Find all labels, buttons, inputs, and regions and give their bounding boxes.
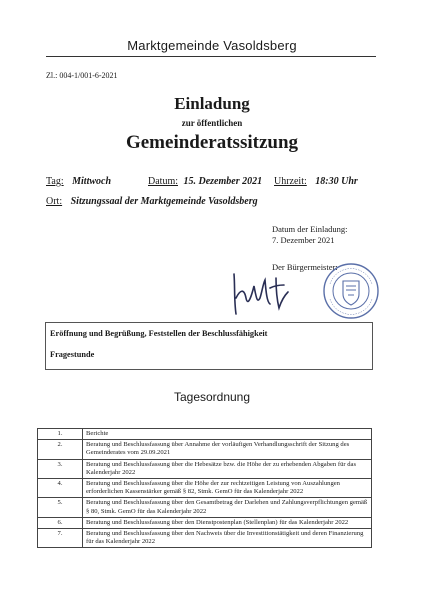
agenda-text: Beratung und Beschlussfassung über die Höhe der zur rechtzeitigen Leistung von Auszahlungen erforderlichen Kassenstärker gemäß § 82, Stmk. GemO für das Kalenderjahr 2022 [83, 479, 372, 498]
preliminary-items-box [45, 322, 373, 370]
agenda-text: Beratung und Beschlussfassung über den Nachweis über die Investitionstätigkeit und deren Finanzierung für das Kalenderjahr 2022 [83, 529, 372, 548]
agenda-number: 6. [38, 517, 83, 528]
agenda-number: 3. [38, 459, 83, 478]
mayor-signature [226, 268, 296, 318]
header-divider [46, 56, 376, 57]
time-label: Uhrzeit: [274, 176, 307, 187]
date-value: 15. Dezember 2021 [183, 176, 263, 187]
agenda-text: Beratung und Beschlussfassung über den Dienstpostenplan (Stellenplan) für das Kalenderjahr 2022 [83, 517, 372, 528]
agenda-title: Tagesordnung [173, 390, 251, 404]
agenda-number: 7. [38, 529, 83, 548]
table-row [38, 529, 372, 548]
meeting-type-title: Gemeinderatssitzung [125, 132, 299, 153]
preliminary-item-opening: Eröffnung und Begrüßung, Feststellen der Beschlussfähigkeit [50, 329, 268, 338]
agenda-number: 2. [38, 440, 83, 459]
municipality-header: Marktgemeinde Vasoldsberg [127, 38, 297, 53]
place-value: Sitzungssaal der Marktgemeinde Vasoldsberg [70, 196, 258, 207]
place-label: Ort: [46, 196, 63, 207]
reference-number: Zl.: 004-1/001-6-2021 [46, 71, 118, 80]
mayor-label: Der Bürgermeister: [272, 262, 338, 272]
meeting-time [274, 176, 358, 187]
day-value: Mittwoch [72, 176, 112, 187]
agenda-number: 1. [38, 429, 83, 440]
table-row [38, 429, 372, 440]
meeting-day [46, 176, 111, 187]
table-row [38, 440, 372, 459]
meeting-place [46, 196, 258, 207]
agenda-number: 4. [38, 479, 83, 498]
agenda-text: Beratung und Beschlussfassung über die Hebesätze bzw. die Höhe der zu erhebenden Abgaben für das Kalenderjahr 2022 [83, 459, 372, 478]
agenda-number: 5. [38, 498, 83, 517]
agenda-text: Beratung und Beschlussfassung über den Gesamtbetrag der Darlehen und Zahlungsverpflichtungen gemäß § 80, Stmk. GemO für das Kalenderjahr 2022 [83, 498, 372, 517]
official-seal-icon [322, 262, 380, 320]
invitation-date-value: 7. Dezember 2021 [272, 235, 335, 245]
agenda-table [37, 428, 372, 548]
table-row [38, 517, 372, 528]
agenda-text: Beratung und Beschlussfassung über Annahme der vorläufigen Verhandlungsschrift der Sitzung des Gemeinderates vom 29.09.2021 [83, 440, 372, 459]
document-title: Einladung [174, 94, 250, 113]
invitation-date [272, 224, 348, 246]
invitation-date-label: Datum der Einladung: [272, 224, 348, 234]
table-row [38, 498, 372, 517]
date-label: Datum: [148, 176, 178, 187]
time-value: 18:30 Uhr [315, 176, 358, 187]
day-label: Tag: [46, 176, 64, 187]
agenda-text: Berichte [83, 429, 372, 440]
preliminary-item-questions: Fragestunde [50, 350, 95, 359]
meeting-date [148, 176, 262, 187]
table-row [38, 479, 372, 498]
table-row [38, 459, 372, 478]
document-subtitle: zur öffentlichen [181, 118, 243, 128]
